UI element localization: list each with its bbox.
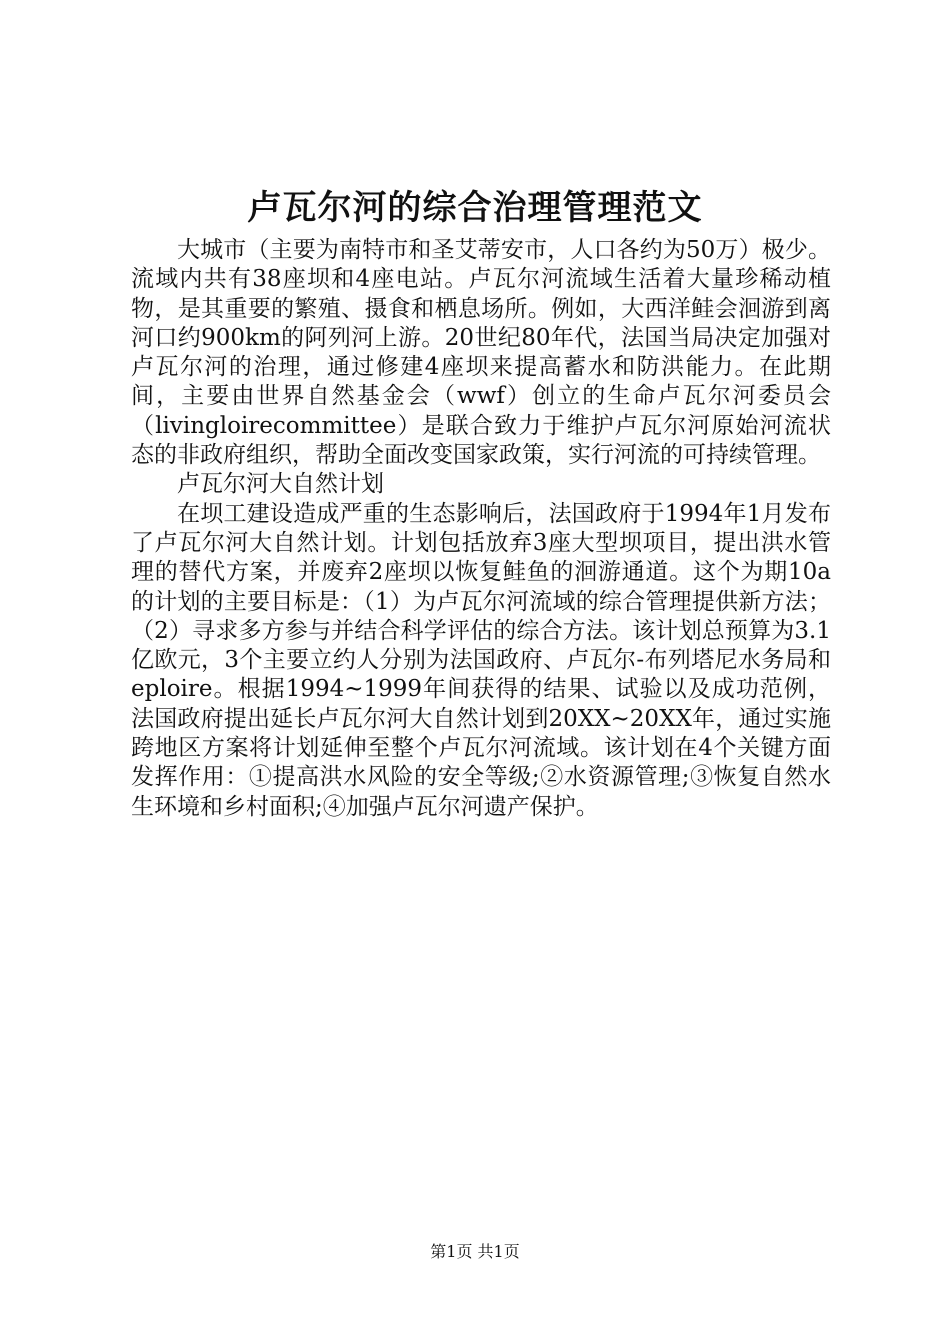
section-heading: 卢瓦尔河大自然计划 [177,471,384,498]
document-body [131,236,831,822]
paragraph-intro: 大城市（主要为南特市和圣艾蒂安市，人口各约为50万）极少。流域内共有38座坝和4座电站。卢瓦尔河流域生活着大量珍稀动植物，是其重要的繁殖、摄食和栖息场所。例如，大西洋鲑会洄游到离河口约900km的阿列河上游。20世纪80年代，法国当局决定加强对卢瓦尔河的治理，通过修建4座坝来提高蓄水和防洪能力。在此期间，主要由世界自然基金会（wwf）创立的生命卢瓦尔河委员会（livingloirecommittee）是联合致力于维护卢瓦尔河原始河流状态的非政府组织，帮助全面改变国家政策，实行河流的可持续管理。 [131,237,831,469]
paragraph-plan: 在坝工建设造成严重的生态影响后，法国政府于1994年1月发布了卢瓦尔河大自然计划。计划包括放弃3座大型坝项目，提出洪水管理的替代方案，并废弃2座坝以恢复鲑鱼的洄游通道。这个为期10a的计划的主要目标是：（1）为卢瓦尔河流域的综合管理提供新方法；（2）寻求多方参与并结合科学评估的综合方法。该计划总预算为3.1亿欧元，3个主要立约人分别为法国政府、卢瓦尔-布列塔尼水务局和eploire。根据1994~1999年间获得的结果、试验以及成功范例，法国政府提出延长卢瓦尔河大自然计划到20XX~20XX年，通过实施跨地区方案将计划延伸至整个卢瓦尔河流域。该计划在4个关键方面发挥作用：①提高洪水风险的安全等级;②水资源管理;③恢复自然水生环境和乡村面积;④加强卢瓦尔河遗产保护。 [131,500,831,820]
document-title: 卢瓦尔河的综合治理管理范文 [247,188,703,228]
page-footer: 第1页 共1页 [430,1242,520,1261]
